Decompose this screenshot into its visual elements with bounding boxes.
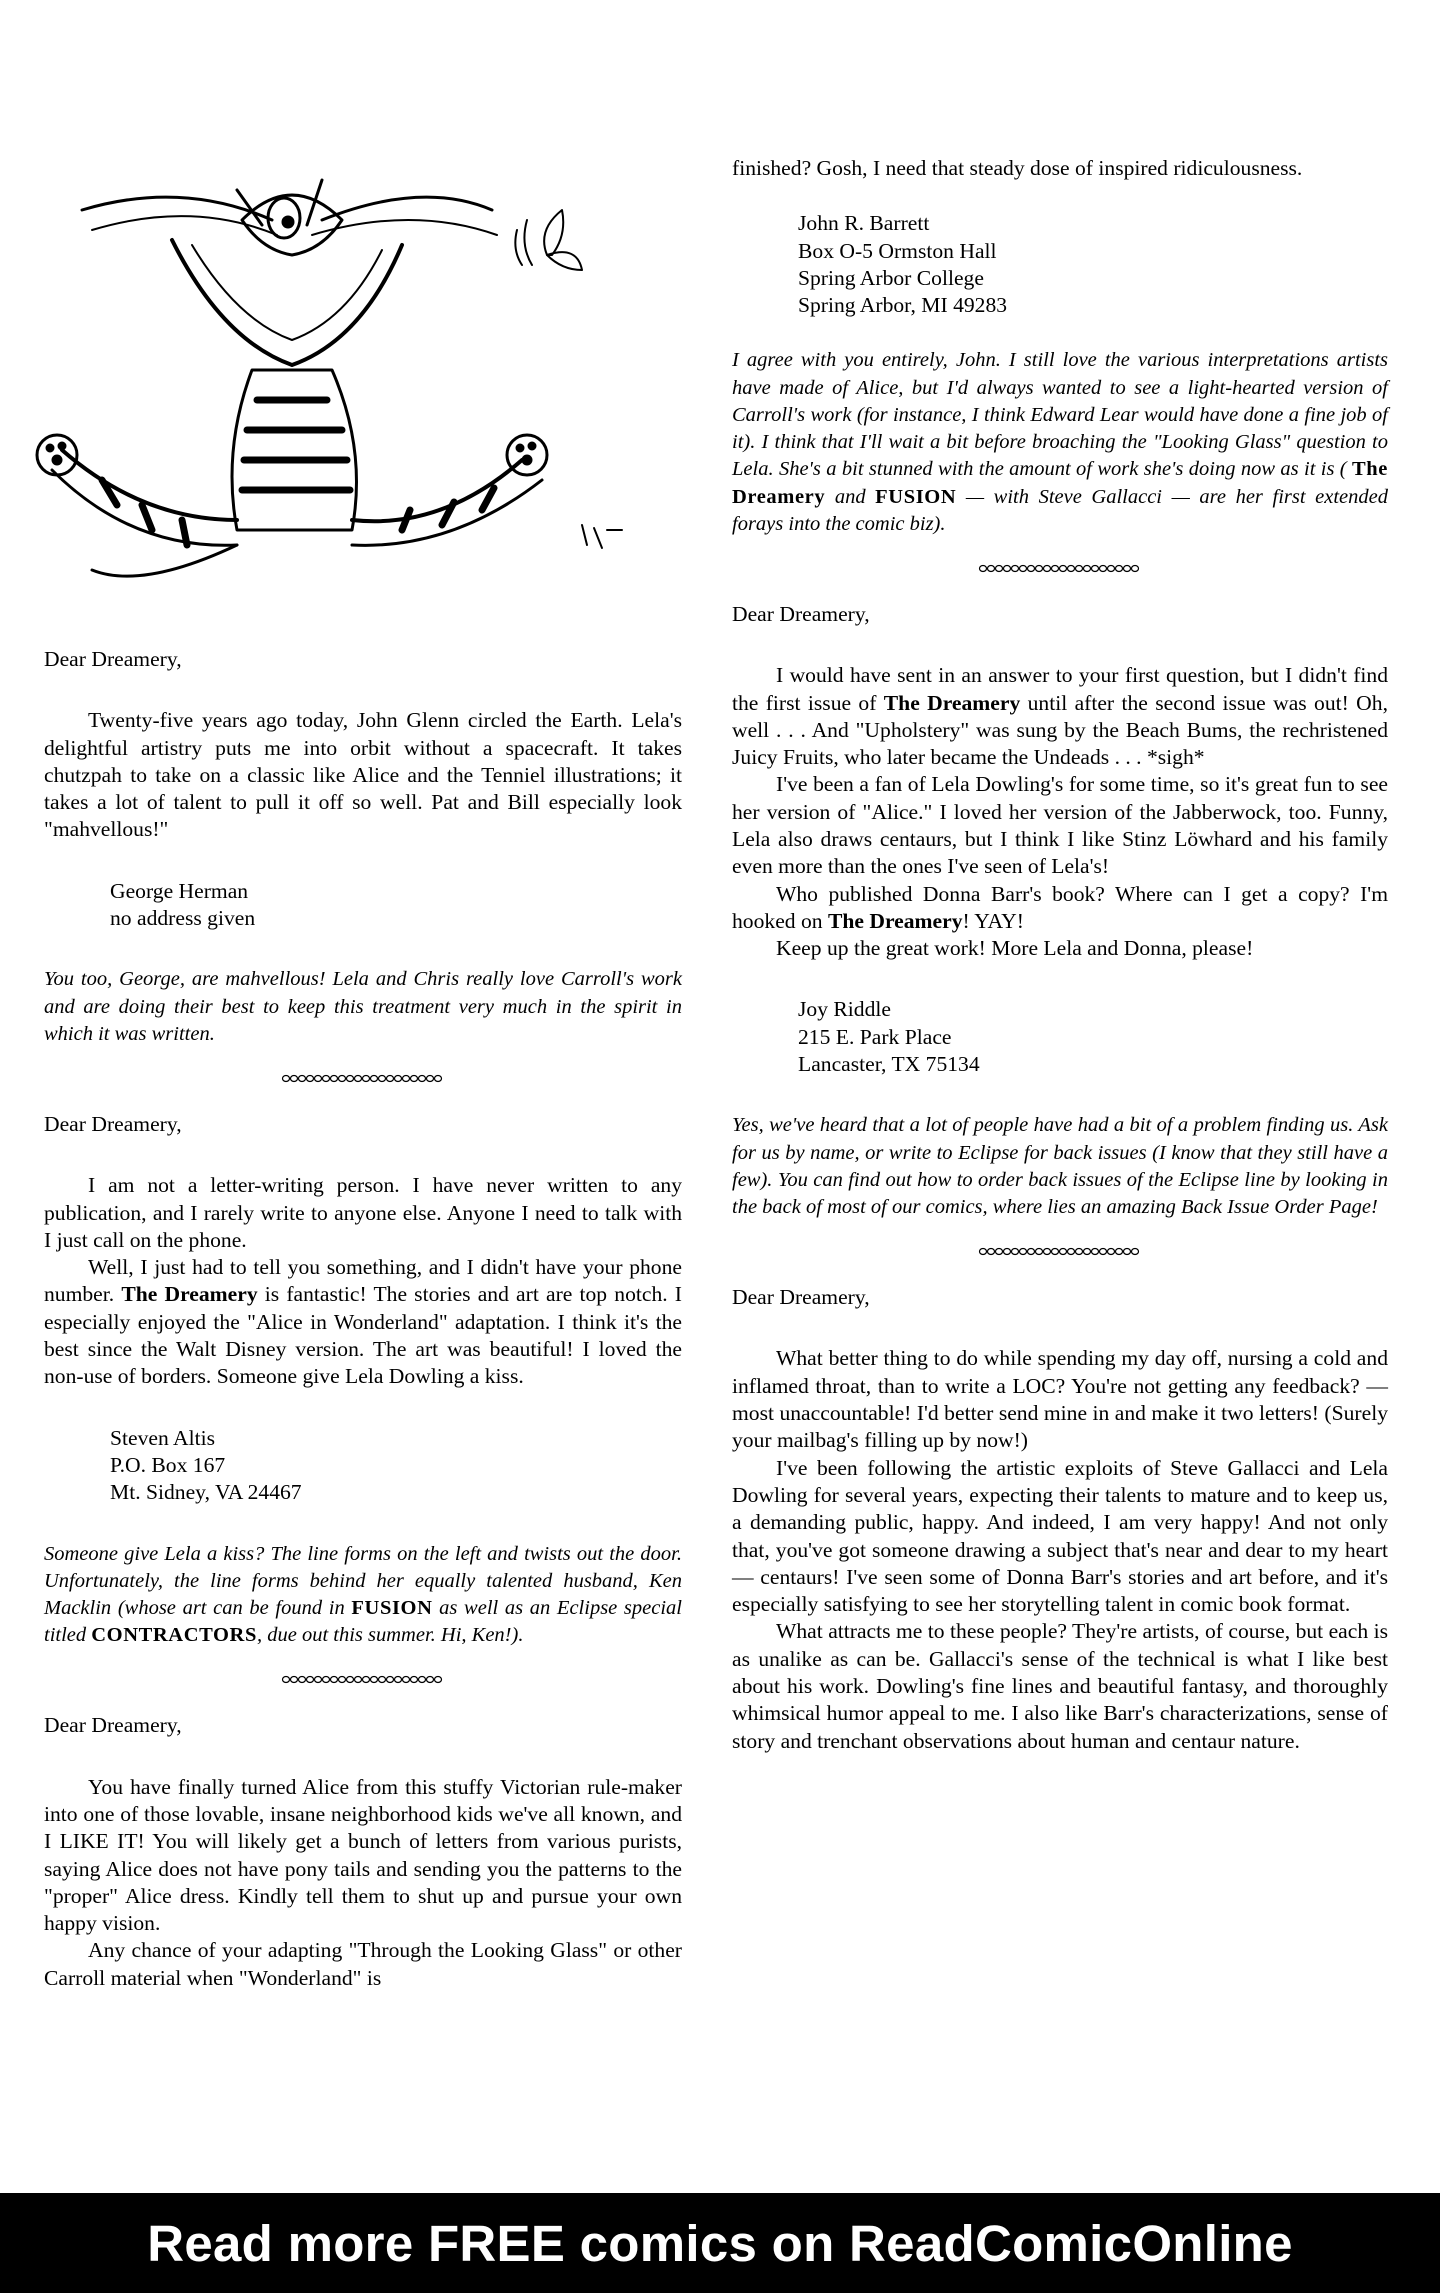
text-run: Someone give Lela a kiss? The line forms on the left and twists out the door. Unfortunately, the line forms behind her equally talented husband, Ken Macklin (whose art can be found in — [44, 1542, 682, 1619]
promo-banner-text[interactable]: Read more FREE comics on ReadComicOnline — [147, 2214, 1293, 2272]
text-run: ! YAY! — [962, 908, 1024, 933]
text-run: as well as an Eclipse special titled — [44, 1596, 682, 1647]
letter-joy-riddle — [732, 601, 1388, 1221]
text-run: I would have sent in an answer to your first question, but I didn't find the first issue of — [732, 663, 1388, 715]
sender-address — [110, 878, 682, 933]
address-line: George Herman — [110, 878, 249, 903]
sender-address — [798, 996, 1388, 1078]
letter-paragraph: What attracts me to these people? They're artists, of course, but each is as unalike as can be. Gallacci's sense of the technical is what I like best about his work. Dowling's fine lines and beautiful fantasy, and thoroughly whimsical humor appeal to me. I also like Barr's characterizations, sense of story and trenchant observations about human and centaur nature. — [732, 1619, 1388, 1753]
promo-banner[interactable] — [0, 2193, 1440, 2293]
left-column — [44, 646, 682, 1992]
letter-salutation: Dear Dreamery, — [44, 1713, 182, 1738]
right-column — [732, 155, 1388, 1755]
title-run: FUSION — [351, 1596, 433, 1619]
letter-george-herman — [44, 646, 682, 1048]
editor-reply — [44, 1541, 682, 1650]
letter-paragraph: I've been a fan of Lela Dowling's for some time, so it's great fun to see her version of "Alice." I loved her version of the Jabberwock, too. Funny, Lela also draws centaurs, but I think I like Stinz Löwhard and his family even more than the ones I've seen of Lela's! — [732, 772, 1388, 879]
address-line: Spring Arbor, MI 49283 — [798, 293, 1008, 318]
address-line: no address given — [110, 906, 256, 931]
text-run: Who published Donna Barr's book? Where can I get a copy? I'm hooked on — [732, 881, 1388, 933]
letter-paragraph: What better thing to do while spending my day off, nursing a cold and inflamed throat, than to write a LOC? You're not getting any feedback? — most unaccountable! I'd better send mine in and make it two letters! (Surely your mailbag's filling up by now!) — [732, 1346, 1388, 1453]
letter-final — [732, 1284, 1388, 1755]
sender-address — [798, 210, 1388, 319]
editor-reply: You too, George, are mahvellous! Lela and Chris really love Carroll's work and are doing their best to keep this treatment very much in the spirit in which it was written. — [44, 968, 682, 1045]
address-line: P.O. Box 167 — [110, 1452, 226, 1477]
title-run: The Dreamery — [732, 458, 1388, 508]
address-line: Mt. Sidney, VA 24467 — [110, 1480, 302, 1505]
editor-reply: Yes, we've heard that a lot of people have had a bit of a problem finding us. Ask for us by name, or write to Eclipse for back issues (I know that they still have a few). You can find out how to order back issues of the Eclipse line by looking in the back of most of our comics, where lies an amazing Back Issue Order Page! — [732, 1114, 1388, 1218]
address-line: 215 E. Park Place — [798, 1024, 952, 1049]
letter-paragraph: finished? Gosh, I need that steady dose of inspired ridiculousness. — [732, 156, 1303, 180]
section-divider — [978, 564, 1143, 573]
letter-paragraph: Keep up the great work! More Lela and Donna, please! — [776, 936, 1254, 961]
letter-paragraph: Any chance of your adapting "Through the Looking Glass" or other Carroll material when "Wonderland" is — [44, 1938, 682, 1990]
letter-paragraph — [732, 881, 1388, 936]
address-line: John R. Barrett — [798, 211, 930, 236]
editor-reply — [732, 347, 1388, 537]
title-run: The Dreamery — [883, 690, 1021, 715]
address-line: Joy Riddle — [798, 997, 891, 1022]
title-run: The Dreamery — [827, 908, 963, 933]
title-run: The Dreamery — [121, 1282, 258, 1307]
letter-john-barrett-continued — [732, 155, 1388, 538]
text-run: until after the second issue was out! Oh, well . . . And "Upholstery" was sung by the Beach Bums, the rechristened Juicy Fruits, who later became the Undeads . . . *sigh* — [732, 690, 1388, 770]
letter-body: Twenty-five years ago today, John Glenn circled the Earth. Lela's delightful artistry puts me into orbit without a spacecraft. It takes chutzpah to take on a classic like Alice and the Tenniel illustrations; it takes a lot of talent to pull it off so well. Pat and Bill especially look "mahvellous!" — [44, 708, 682, 842]
section-divider — [281, 1074, 446, 1083]
letter-salutation: Dear Dreamery, — [44, 1111, 182, 1136]
text-run: I agree with you entirely, John. I still love the various interpretations artists have made of Alice, but I'd always wanted to see a light-hearted version of Carroll's work (for instance, I think Edward Lear would have done a fine job of it). I think that I'll wait a bit before broaching the "Looking Glass" question to Lela. She's a bit stunned with the amount of work she's doing now as it is ( — [732, 349, 1388, 481]
text-run: is fantastic! The stories and art are top notch. I especially enjoyed the "Alice in Wonderland" adaptation. I think it's the best since the Walt Disney version. The art was beautiful! I loved the non-use of borders. Someone give Lela Dowling a kiss. — [44, 1282, 682, 1389]
text-run: Well, I just had to tell you something, and I didn't have your phone number. — [44, 1255, 682, 1307]
title-run: FUSION — [875, 485, 957, 508]
cat-illustration — [22, 150, 662, 620]
letter-salutation: Dear Dreamery, — [732, 1285, 870, 1310]
title-run: CONTRACTORS — [91, 1624, 257, 1647]
letter-paragraph: I am not a letter-writing person. I have never written to any publication, and I rarely write to anyone else. Anyone I need to talk with I just call on the phone. — [44, 1173, 682, 1252]
letter-paragraph — [732, 662, 1388, 771]
sender-address — [110, 1425, 682, 1507]
address-line: Box O-5 Ormston Hall — [798, 238, 997, 263]
letter-steven-altis — [44, 1111, 682, 1649]
address-line: Steven Altis — [110, 1425, 215, 1450]
letter-salutation: Dear Dreamery, — [732, 601, 870, 626]
address-line: Lancaster, TX 75134 — [798, 1052, 980, 1077]
address-line: Spring Arbor College — [798, 265, 984, 290]
text-run: , due out this summer. Hi, Ken!). — [256, 1624, 524, 1647]
letter-paragraph: I've been following the artistic exploits of Steve Gallacci and Lela Dowling for several years, expecting their talents to mature and to keep us, a demanding public, happy. And indeed, I am very happy! And not only that, you've got someone drawing a subject that's near and dear to my heart — centaurs! I've seen some of Donna Barr's stories and art before, and it's especially satisfying to see her storytelling talent in comic book format. — [732, 1455, 1388, 1617]
letter-john-barrett — [44, 1712, 682, 1992]
text-run: and — [825, 485, 876, 508]
section-divider — [281, 1675, 446, 1684]
letter-paragraph: You have finally turned Alice from this stuffy Victorian rule-maker into one of those lovable, insane neighborhood kids we've all known, and I LIKE IT! You will likely get a bunch of letters from various purists, saying Alice does not have pony tails and sending you the patterns to the "proper" Alice dress. Kindly tell them to shut up and pursue your own happy vision. — [44, 1774, 682, 1936]
letter-salutation: Dear Dreamery, — [44, 647, 182, 671]
text-run: — with Steve Gallacci — are her first extended forays into the comic biz). — [732, 485, 1388, 535]
letter-paragraph — [44, 1254, 682, 1390]
section-divider — [978, 1247, 1143, 1256]
